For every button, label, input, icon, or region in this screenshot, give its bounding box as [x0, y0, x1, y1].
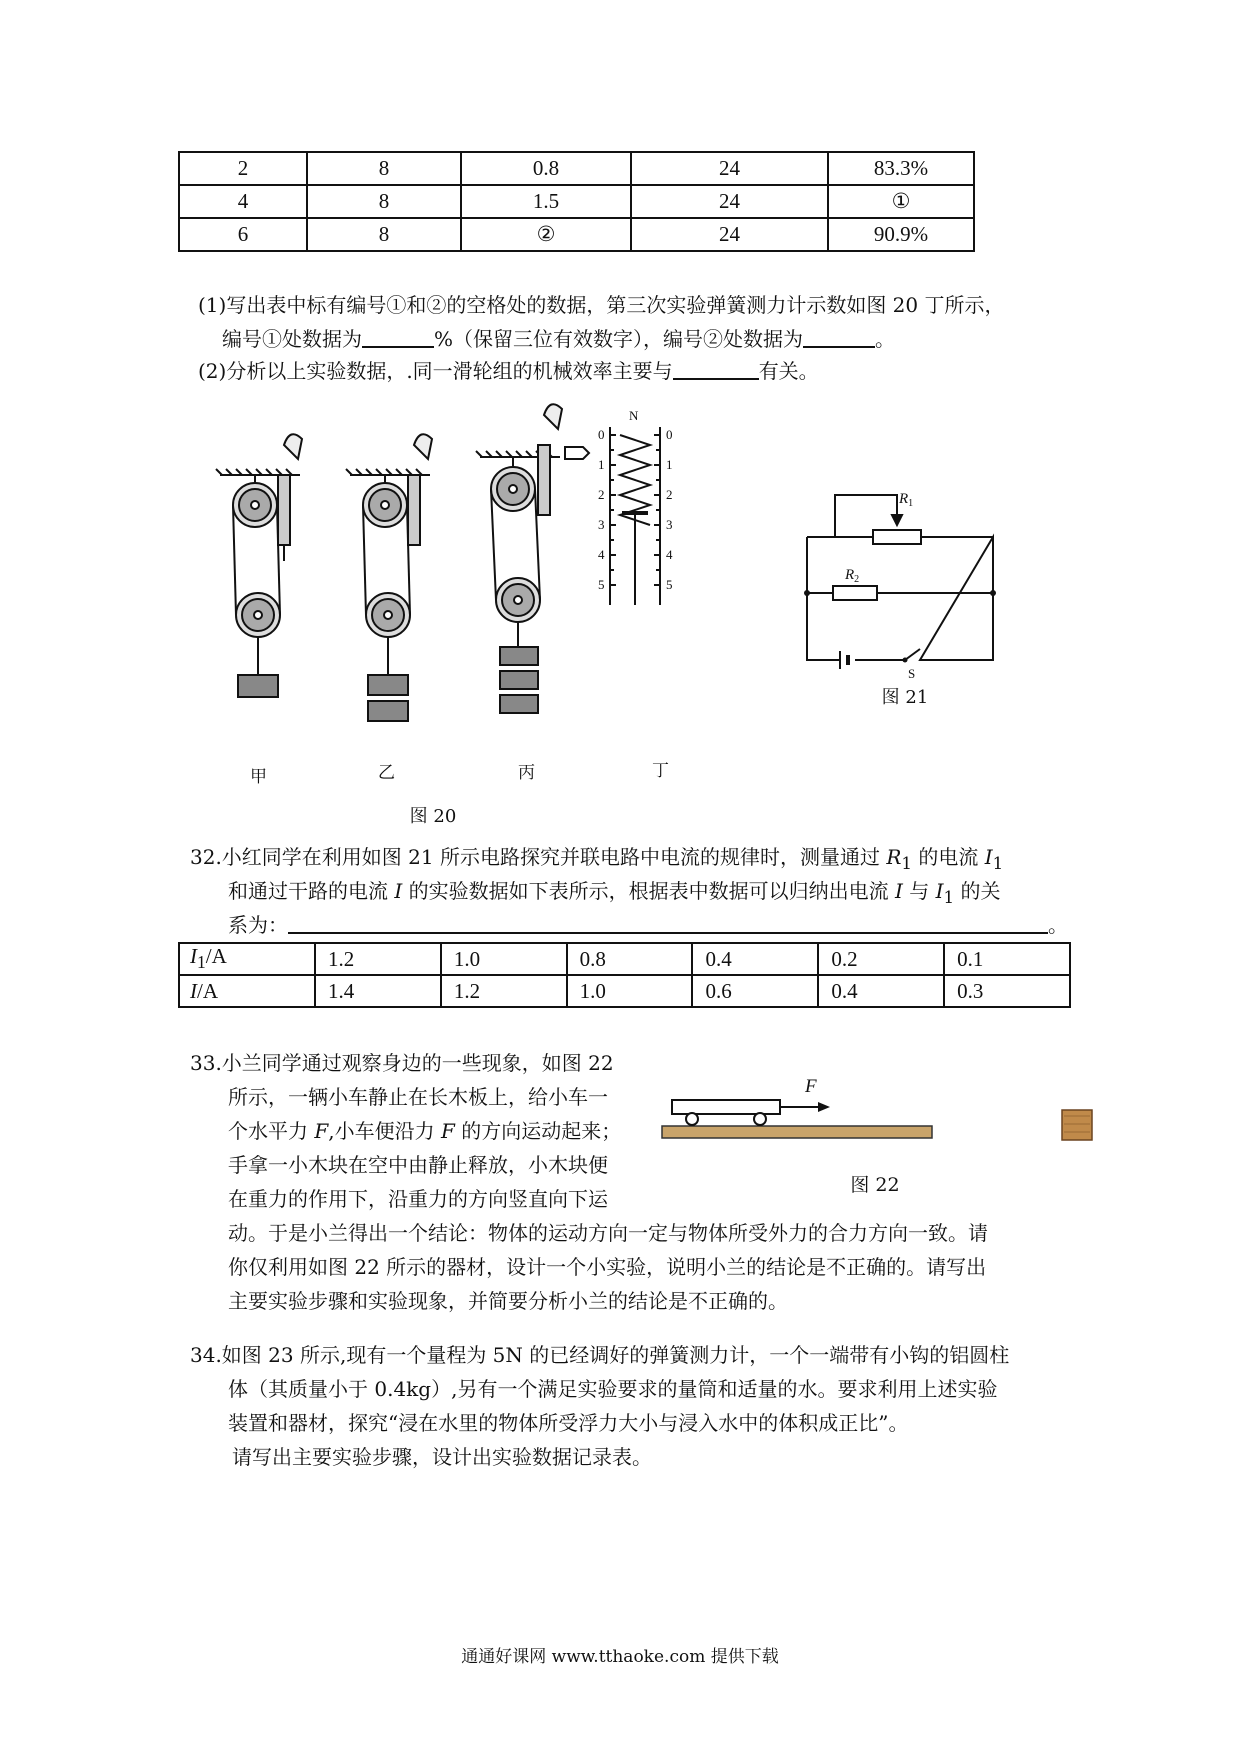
q32-symbol: R [886, 845, 902, 869]
long-board [662, 1126, 932, 1138]
scale-tick: 3 [666, 517, 673, 532]
header-subscript: 1 [197, 952, 206, 973]
table-cell: 1.2 [315, 943, 441, 975]
scale-tick: 0 [666, 427, 673, 442]
q32-text: 系为： [228, 913, 288, 937]
r1-symbol: R [899, 491, 909, 507]
figure-22-caption: 图 22 [850, 1174, 900, 1196]
table-cell: 83.3% [828, 152, 974, 185]
table-cell: 0.1 [944, 943, 1070, 975]
q33-line1: 33.小兰同学通过观察身边的一些现象，如图 22 [190, 1051, 614, 1075]
table-cell: 0.6 [692, 975, 818, 1007]
answer-blank-1 [362, 324, 434, 348]
q32-text: 和通过干路的电流 [228, 879, 395, 903]
figure-22-cart [660, 1068, 1100, 1168]
figure-21-caption: 图 21 [881, 687, 929, 708]
arrow-head-icon [818, 1102, 830, 1112]
label-yi: 乙 [378, 763, 395, 783]
label-bing: 丙 [518, 763, 535, 783]
table-cell: 1.4 [315, 975, 441, 1007]
table-cell: 0.8 [567, 943, 693, 975]
q32-text: 32.小红同学在利用如图 21 所示电路探究并联电路中电流的规律时，测量通过 [190, 845, 887, 869]
table-cell: 0.4 [692, 943, 818, 975]
r2-symbol: R [845, 567, 855, 583]
q34-line4: 请写出主要实验步骤，设计出实验数据记录表。 [232, 1445, 652, 1469]
table-cell: 4 [179, 185, 307, 218]
q33-line6: 动。于是小兰得出一个结论：物体的运动方向一定与物体所受外力的合力方向一致。请 [228, 1221, 988, 1245]
table-cell: 2 [179, 152, 307, 185]
label-jia: 甲 [250, 767, 267, 787]
q32-text: 与 [902, 879, 936, 903]
table-cell: 24 [631, 218, 828, 251]
pulley-set-yi [346, 434, 432, 721]
table-row [179, 975, 1070, 1007]
header-symbol: I [190, 944, 197, 969]
table-cell: 1.0 [567, 975, 693, 1007]
table-cell: ② [461, 218, 631, 251]
table-cell: 0.4 [818, 975, 944, 1007]
table-cell: 8 [307, 218, 461, 251]
pulley-set-jia [216, 434, 302, 697]
r1-subscript: 1 [908, 498, 914, 509]
q31-text: 有关。 [758, 359, 819, 383]
q33-text: 个水平力 [228, 1119, 315, 1143]
q33-line2: 所示，一辆小车静止在长木板上，给小车一 [228, 1085, 608, 1109]
scale-tick: 5 [666, 577, 673, 592]
scale-tick: 1 [598, 457, 605, 472]
answer-blank-2 [803, 324, 875, 348]
row-header [179, 975, 315, 1007]
table-cell: 24 [631, 152, 828, 185]
q32-subscript: 1 [901, 854, 912, 873]
q33-text: ,小车便沿力 [328, 1119, 441, 1143]
q31-line3 [198, 354, 819, 388]
q33-line8: 主要实验步骤和实验现象，并简要分析小兰的结论是不正确的。 [228, 1289, 788, 1313]
scale-tick: 2 [666, 487, 673, 502]
r2-label [844, 567, 859, 585]
scale-tick: 1 [666, 457, 673, 472]
q34-line1: 34.如图 23 所示,现有一个量程为 5N 的已经调好的弹簧测力计，一个一端带有小钩的铝圆柱 [190, 1343, 1010, 1367]
q33-line4: 手拿一小木块在空中由静止释放，小木块便 [228, 1153, 608, 1177]
q32-text: 的实验数据如下表所示，根据表中数据可以归纳出电流 [402, 879, 895, 903]
pulley-set-bing [476, 404, 589, 713]
scale-tick: 2 [598, 487, 605, 502]
table-cell: 1.5 [461, 185, 631, 218]
cart-wheel [686, 1113, 698, 1125]
q32-symbol: I [394, 879, 403, 903]
q32-symbol: I [894, 879, 903, 903]
q31-line1: (1)写出表中标有编号①和②的空格处的数据，第三次实验弹簧测力计示数如图 20 丁所示， [198, 293, 1005, 317]
r1-label [898, 491, 913, 509]
header-symbol: I [190, 978, 197, 1003]
force-label: F [805, 1076, 817, 1097]
q31-text: 。 [875, 327, 896, 351]
toy-cart [672, 1100, 780, 1114]
table-row [179, 943, 1070, 975]
q32-line3 [228, 908, 1068, 942]
table-row [179, 185, 974, 218]
table-cell: 0.2 [818, 943, 944, 975]
answer-blank-3 [673, 356, 759, 380]
q33-line3 [228, 1114, 621, 1148]
table-cell: 1.0 [441, 943, 567, 975]
label-ding: 丁 [652, 761, 669, 781]
table-row [179, 218, 974, 251]
table-cell: 8 [307, 185, 461, 218]
q33-text: 的方向运动起来； [454, 1119, 622, 1143]
scale-tick: 0 [598, 427, 605, 442]
table-cell: 6 [179, 218, 307, 251]
table-cell: 8 [307, 152, 461, 185]
switch-label: S [908, 666, 916, 681]
pulley-data-table [178, 151, 975, 252]
scale-tick: 4 [666, 547, 673, 562]
figure-21-circuit [795, 485, 1005, 681]
scale-unit: N [629, 408, 639, 423]
q31-text: (2)分析以上实验数据，.同一滑轮组的机械效率主要与 [198, 359, 673, 383]
q33-line7: 你仅利用如图 22 所示的器材，设计一个小实验，说明小兰的结论是不正确的。请写出 [228, 1255, 987, 1279]
scale-tick: 4 [598, 547, 605, 562]
q34-line3: 装置和器材，探究“浸在水里的物体所受浮力大小与浸入水中的体积成正比”。 [228, 1411, 909, 1435]
q31-line2 [222, 322, 895, 356]
scale-tick: 3 [598, 517, 605, 532]
table-cell: 90.9% [828, 218, 974, 251]
page-footer: 通通好课网 www.tthaoke.com 提供下载 [461, 1647, 779, 1667]
q34-line2: 体（其质量小于 0.4kg）,另有一个满足实验要求的量筒和适量的水。要求利用上述实验 [228, 1377, 998, 1401]
wood-block [1062, 1110, 1092, 1140]
q32-symbol: I [935, 879, 944, 903]
table-cell: 0.8 [461, 152, 631, 185]
table-row [179, 152, 974, 185]
q32-subscript: 1 [992, 854, 1004, 873]
header-unit: /A [205, 944, 227, 969]
q33-symbol: F [314, 1119, 329, 1143]
q33-line5: 在重力的作用下，沿重力的方向竖直向下运 [228, 1187, 608, 1211]
header-unit: /A [197, 978, 218, 1003]
answer-blank-4 [288, 910, 1048, 934]
cart-wheel [754, 1113, 766, 1125]
figure-20-caption: 图 20 [409, 806, 457, 827]
q33-symbol: F [440, 1119, 455, 1143]
spring-scale-ding [610, 427, 660, 605]
q32-text: 的关 [954, 879, 1001, 903]
current-data-table [178, 942, 1071, 1008]
figure-20-pulleys [200, 385, 720, 787]
r2-subscript: 2 [854, 574, 860, 585]
q32-text: 的电流 [912, 845, 985, 869]
q32-subscript: 1 [943, 888, 955, 907]
table-cell: 24 [631, 185, 828, 218]
q31-text: 编号①处数据为 [222, 327, 362, 351]
scale-tick: 5 [598, 577, 605, 592]
table-cell: 0.3 [944, 975, 1070, 1007]
table-cell: 1.2 [441, 975, 567, 1007]
q32-text: 。 [1048, 913, 1068, 937]
q32-symbol: I [984, 845, 993, 869]
row-header [179, 943, 315, 975]
table-cell: ① [828, 185, 974, 218]
q31-text: %（保留三位有效数字），编号②处数据为 [434, 327, 804, 351]
